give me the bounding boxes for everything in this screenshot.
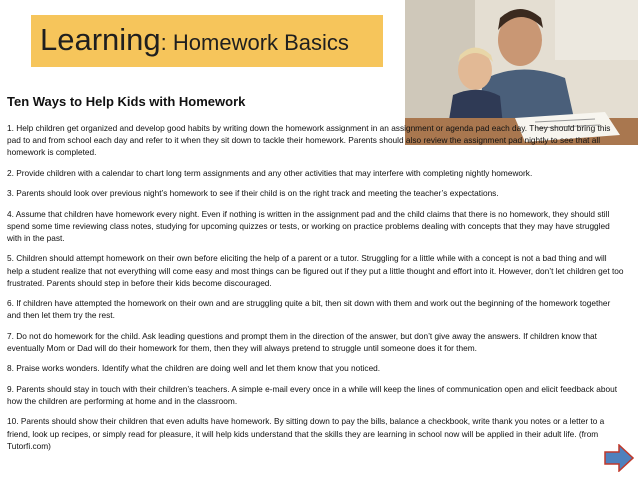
tip-item: 4. Assume that children have homework every night. Even if nothing is written in the assignment pad and the child claims that there is no homework, they should still spend some time reviewing class notes, studying for upcoming quizzes or tests, or working on practice problems dealing with concepts that they may have struggled with in the past. [7, 208, 610, 243]
tip-item: 6. If children have attempted the homework on their own and are struggling quite a bit, then sit down with them and work out the beginning of the homework together and then let them try the rest. [7, 298, 611, 321]
title-main: Learning [40, 22, 161, 57]
tip-item: 3. Parents should look over previous night’s homework to see if their child is on the right track and meeting the teacher’s expectations. [7, 188, 499, 199]
title-sub: : Homework Basics [160, 30, 349, 55]
tips-list [7, 122, 624, 460]
tip-item: 5. Children should attempt homework on their own before eliciting the help of a parent or a tutor. Struggling for a little while with a concept is not a bad thing and will help a student realize that not everything will come easy and most things can be figured out if they put a little thought and effort into it. However, don’t let children get too frustrated. Parents should step in before their kids become discouraged. [7, 253, 624, 288]
tip-item: 2. Provide children with a calendar to chart long term assignments and any other activities that may interfere with completing nightly homework. [7, 167, 533, 178]
tip-item: 9. Parents should stay in touch with their children’s teachers. A simple e-mail every once in a while will keep the lines of communication open and elicit feedback about how the children are performing at home and in the classroom. [7, 383, 617, 406]
next-slide-button[interactable] [604, 444, 634, 472]
section-heading: Ten Ways to Help Kids with Homework [7, 94, 246, 109]
slide-title [40, 22, 349, 58]
tip-item: 1. Help children get organized and develop good habits by writing down the homework assignment in an assignment or agenda pad each day. They should bring this pad to and from school each day and refer to it when they sit down to tackle their homework. Parents should also review the assignment pad nightly to see that all homework is completed. [7, 123, 611, 158]
tip-item: 7. Do not do homework for the child. Ask leading questions and prompt them in the direction of the answer, but don’t give away the answers. If children know that eventually Mom or Dad will do their homework for them, then they will always pretend to struggle until someone does it for them. [7, 330, 597, 353]
tip-item: 8. Praise works wonders. Identify what the children are doing well and let them know that you noticed. [7, 363, 381, 374]
tip-item: 10. Parents should show their children that even adults have homework. By sitting down to pay the bills, balance a checkbook, write thank you notes or a letter to a friend, look up recipes, or simply read for pleasure, it will help kids understand that the skills they are learning in school now will be applied in their adult life. (from Tutorfi.com) [7, 416, 605, 451]
right-arrow-icon [604, 444, 634, 472]
